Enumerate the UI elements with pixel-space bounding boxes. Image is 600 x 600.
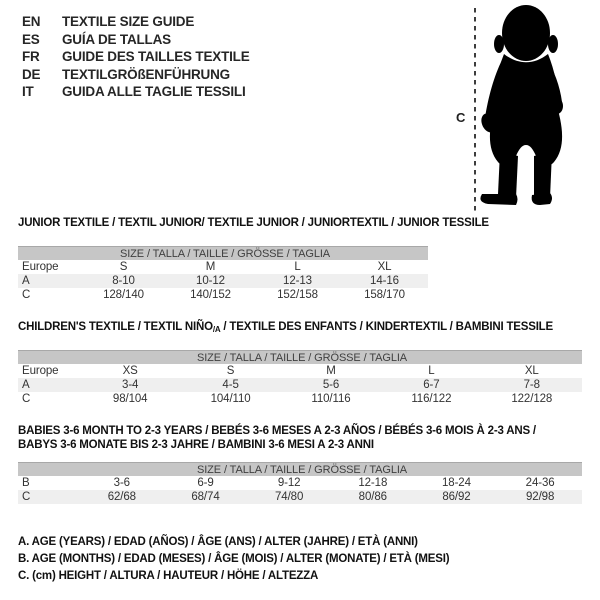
baby-silhouette-shape <box>478 5 563 205</box>
col-header: M <box>205 261 216 273</box>
children-size-table <box>18 350 582 406</box>
section-junior-textile <box>18 216 489 302</box>
measurement-legend <box>18 534 449 585</box>
cell: 18-24 <box>441 477 471 489</box>
legend-line-c: C. (cm) HEIGHT / ALTURA / HAUTEUR / HÖHE / ALTEZZA <box>18 570 319 582</box>
cell: 9-12 <box>277 477 301 489</box>
cell: 7-8 <box>482 378 582 392</box>
junior-size-table <box>18 246 428 302</box>
row-label: Europe <box>22 365 59 377</box>
lang-code: IT <box>22 84 34 99</box>
col-header: S <box>226 365 235 377</box>
table-row <box>18 490 582 504</box>
measure-c-label: C <box>456 110 466 125</box>
cell: 104/110 <box>210 393 251 405</box>
cell: 24-36 <box>525 477 555 489</box>
height-measure-figure <box>450 2 595 214</box>
section-childrens-textile <box>18 320 582 406</box>
row-label: A <box>18 274 80 288</box>
cell: 128/140 <box>103 289 144 301</box>
cell: 68/74 <box>164 490 248 504</box>
lang-row-fr <box>22 48 250 66</box>
title-text: / TEXTILE DES ENFANTS / KINDERTEXTIL / BAMBINI TESSILE <box>220 321 553 333</box>
cell: 74/80 <box>247 490 331 504</box>
cell: 10-12 <box>167 274 254 288</box>
cell: 6-9 <box>197 477 214 489</box>
lang-code: ES <box>22 31 40 47</box>
lang-row-en <box>22 13 250 31</box>
row-label: C <box>18 490 80 504</box>
title-text: JUNIOR TEXTILE / TEXTIL JUNIOR/ TEXTILE JUNIOR / JUNIORTEXTIL / JUNIOR TESSILE <box>18 217 489 229</box>
lang-title: GUIDA ALLE TAGLIE TESSILI <box>62 84 246 99</box>
title-text: BABYS 3-6 MONATE BIS 2-3 JAHRE / BAMBINI 3-6 MESI A 2-3 ANNI <box>18 439 374 451</box>
lang-code: DE <box>22 66 41 82</box>
col-header: M <box>326 365 336 377</box>
col-header: XL <box>524 365 539 377</box>
cell: 158/170 <box>364 289 405 301</box>
row-label: C <box>22 393 31 405</box>
row-label: B <box>22 477 30 489</box>
title-text: CHILDREN'S TEXTILE / TEXTIL NIÑO <box>18 321 213 333</box>
lang-title: TEXTILE SIZE GUIDE <box>62 14 195 29</box>
size-header-cell: SIZE / TALLA / TAILLE / GRÖSSE / TAGLIA <box>18 463 582 477</box>
cell: 12-18 <box>358 477 388 489</box>
title-text: BABIES 3-6 MONTH TO 2-3 YEARS / BEBÉS 3-6 MESES A 2-3 AÑOS / BÉBÉS 3-6 MOIS À 2-3 ANS / <box>18 425 536 437</box>
lang-title: GUIDE DES TAILLES TEXTILE <box>62 49 250 64</box>
cell: 3-4 <box>80 378 180 392</box>
row-label: A <box>18 378 80 392</box>
babies-section-title-line1 <box>18 424 582 438</box>
col-header: L <box>428 365 435 377</box>
cell: 5-6 <box>281 378 381 392</box>
cell: 140/152 <box>190 289 231 301</box>
title-sub: /A <box>212 325 221 334</box>
cell: 92/98 <box>498 490 582 504</box>
row-label: Europe <box>22 261 59 273</box>
cell: 122/128 <box>511 393 553 405</box>
cell: 116/122 <box>411 393 452 405</box>
cell: 4-5 <box>180 378 280 392</box>
lang-title: TEXTILGRÖßENFÜHRUNG <box>62 66 230 82</box>
cell: 8-10 <box>80 274 167 288</box>
cell: 98/104 <box>112 393 148 405</box>
section-babies-textile <box>18 424 582 504</box>
table-row <box>18 274 428 288</box>
lang-row-de <box>22 66 250 84</box>
size-header-cell: SIZE / TALLA / TAILLE / GRÖSSE / TAGLIA <box>18 351 582 365</box>
lang-title: GUÍA DE TALLAS <box>62 31 171 47</box>
junior-section-title <box>18 216 489 233</box>
cell: 14-16 <box>341 274 428 288</box>
cell: 62/68 <box>80 490 164 504</box>
cell: 80/86 <box>331 490 415 504</box>
cell: 12-13 <box>254 274 341 288</box>
size-header-row <box>18 463 582 477</box>
table-row <box>18 288 428 302</box>
lang-row-es <box>22 31 250 49</box>
table-row <box>18 260 428 274</box>
row-label: C <box>22 289 31 301</box>
table-row <box>18 378 582 392</box>
size-header-row <box>18 351 582 365</box>
table-row <box>18 392 582 406</box>
col-header: XL <box>377 261 392 273</box>
cell: 110/116 <box>311 393 351 405</box>
children-section-title <box>18 320 582 337</box>
cell: 86/92 <box>415 490 499 504</box>
col-header: L <box>294 261 301 273</box>
legend-line-b: B. AGE (MONTHS) / EDAD (MESES) / ÂGE (MOIS) / ALTER (MONATE) / ETÀ (MESI) <box>18 553 450 565</box>
cell: 6-7 <box>381 378 481 392</box>
babies-section-title-line2 <box>18 438 582 452</box>
lang-code: FR <box>22 49 40 64</box>
lang-code: EN <box>22 14 41 29</box>
size-header-cell: SIZE / TALLA / TAILLE / GRÖSSE / TAGLIA <box>18 247 428 261</box>
babies-size-table <box>18 462 582 504</box>
table-row <box>18 476 582 490</box>
cell: 152/158 <box>277 289 318 301</box>
cell: 3-6 <box>113 477 130 489</box>
lang-row-it <box>22 83 250 101</box>
table-row <box>18 364 582 378</box>
col-header: XS <box>122 365 138 377</box>
baby-silhouette-icon <box>450 2 595 214</box>
language-title-list <box>22 13 250 101</box>
legend-line-a: A. AGE (YEARS) / EDAD (AÑOS) / ÂGE (ANS) / ALTER (JAHRE) / ETÀ (ANNI) <box>18 536 418 548</box>
col-header: S <box>119 261 128 273</box>
size-header-row <box>18 247 428 261</box>
